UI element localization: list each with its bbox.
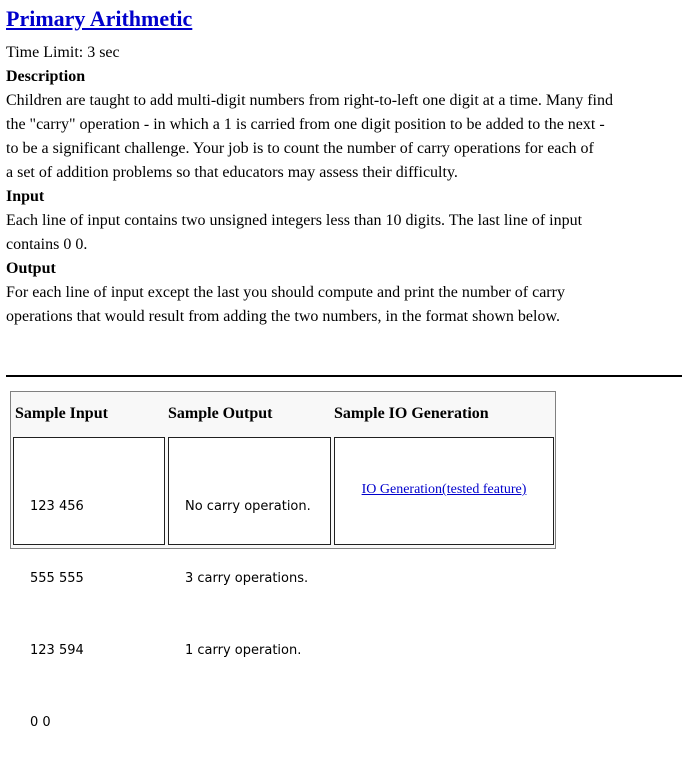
input-line: contains 0 0. — [6, 236, 88, 253]
sample-input-cell — [13, 437, 165, 730]
problem-title-link[interactable]: Primary Arithmetic — [6, 6, 193, 31]
sample-io-header: Sample IO Generation — [334, 405, 489, 422]
sample-input-header: Sample Input — [15, 405, 108, 422]
sample-input-list — [30, 447, 84, 783]
horizontal-divider — [6, 375, 682, 377]
sample-input-line: 555 555 — [30, 571, 84, 586]
output-line: For each line of input except the last you should compute and print the number of carry — [6, 284, 565, 301]
sample-table — [10, 391, 556, 730]
sample-input-line: 123 456 — [30, 499, 84, 514]
description-line: a set of addition problems so that educators may assess their difficulty. — [6, 164, 458, 181]
sample-input-line: 123 594 — [30, 643, 84, 658]
sample-output-header: Sample Output — [168, 405, 273, 422]
description-heading: Description — [6, 68, 86, 85]
sample-output-cell — [168, 437, 331, 658]
input-heading: Input — [6, 188, 45, 205]
input-line: Each line of input contains two unsigned integers less than 10 digits. The last line of input — [6, 212, 583, 229]
sample-output-line: No carry operation. — [185, 499, 311, 514]
time-limit: Time Limit: 3 sec — [6, 44, 120, 61]
sample-io-cell — [334, 437, 554, 545]
description-line: the "carry" operation - in which a 1 is carried from one digit position to be added to the next - — [6, 116, 605, 133]
input-text — [6, 209, 686, 257]
sample-output-line: 3 carry operations. — [185, 571, 309, 586]
description-text — [6, 89, 686, 185]
sample-output-list — [185, 447, 311, 711]
description-line: to be a significant challenge. Your job is to count the number of carry operations for each of — [6, 140, 594, 157]
output-text — [6, 281, 686, 329]
sample-output-line: 1 carry operation. — [185, 643, 302, 658]
output-line: operations that would result from adding the two numbers, in the format shown below. — [6, 308, 560, 325]
sample-input-line: 0 0 — [30, 715, 51, 730]
description-line: Children are taught to add multi-digit numbers from right-to-left one digit at a time. Many find — [6, 92, 613, 109]
io-generation-link[interactable]: IO Generation(tested feature) — [361, 482, 527, 497]
output-heading: Output — [6, 260, 56, 277]
problem-page — [6, 0, 686, 329]
